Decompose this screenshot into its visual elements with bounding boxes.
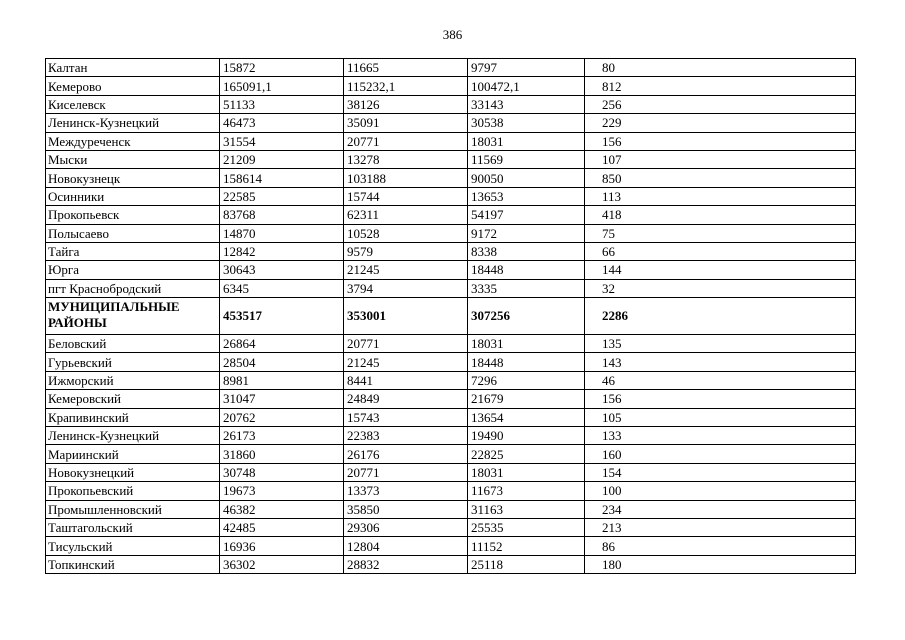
value-cell-1: 83768 xyxy=(220,206,344,224)
value-cell-1: 14870 xyxy=(220,224,344,242)
value-cell-3: 7296 xyxy=(468,371,585,389)
row-name-cell: Ленинск-Кузнецкий xyxy=(46,427,220,445)
row-name-cell: Прокопьевск xyxy=(46,206,220,224)
table-row xyxy=(46,279,856,297)
value-cell-1: 12842 xyxy=(220,242,344,260)
table-row xyxy=(46,187,856,205)
row-name-cell: Калтан xyxy=(46,59,220,77)
value-cell-4: 213 xyxy=(585,518,856,536)
row-name-cell: МУНИЦИПАЛЬНЫЕ РАЙОНЫ xyxy=(46,298,220,335)
row-name-cell: Киселевск xyxy=(46,95,220,113)
table-row xyxy=(46,169,856,187)
row-name-cell: Кемерово xyxy=(46,77,220,95)
value-cell-3: 22825 xyxy=(468,445,585,463)
table-row xyxy=(46,353,856,371)
value-cell-4: 107 xyxy=(585,150,856,168)
value-cell-1: 31554 xyxy=(220,132,344,150)
value-cell-4: 234 xyxy=(585,500,856,518)
row-name-cell: Осинники xyxy=(46,187,220,205)
table-row xyxy=(46,224,856,242)
table-row xyxy=(46,77,856,95)
row-name-cell: Междуреченск xyxy=(46,132,220,150)
value-cell-4: 143 xyxy=(585,353,856,371)
value-cell-2: 12804 xyxy=(344,537,468,555)
value-cell-1: 8981 xyxy=(220,371,344,389)
value-cell-2: 26176 xyxy=(344,445,468,463)
value-cell-1: 42485 xyxy=(220,518,344,536)
value-cell-4: 144 xyxy=(585,261,856,279)
value-cell-2: 38126 xyxy=(344,95,468,113)
value-cell-3: 18448 xyxy=(468,261,585,279)
value-cell-1: 36302 xyxy=(220,555,344,573)
value-cell-1: 16936 xyxy=(220,537,344,555)
value-cell-1: 26173 xyxy=(220,427,344,445)
value-cell-1: 20762 xyxy=(220,408,344,426)
value-cell-4: 2286 xyxy=(585,298,856,335)
value-cell-4: 66 xyxy=(585,242,856,260)
value-cell-4: 133 xyxy=(585,427,856,445)
value-cell-3: 18448 xyxy=(468,353,585,371)
value-cell-3: 30538 xyxy=(468,114,585,132)
row-name-cell: Ленинск-Кузнецкий xyxy=(46,114,220,132)
value-cell-4: 850 xyxy=(585,169,856,187)
row-name-cell: Прокопьевский xyxy=(46,482,220,500)
row-name-cell: Промышленновский xyxy=(46,500,220,518)
value-cell-4: 180 xyxy=(585,555,856,573)
value-cell-1: 30748 xyxy=(220,463,344,481)
value-cell-4: 105 xyxy=(585,408,856,426)
value-cell-4: 812 xyxy=(585,77,856,95)
row-name-cell: пгт Краснобродский xyxy=(46,279,220,297)
value-cell-3: 18031 xyxy=(468,463,585,481)
value-cell-4: 156 xyxy=(585,132,856,150)
table-row xyxy=(46,150,856,168)
table-row xyxy=(46,500,856,518)
table-row xyxy=(46,242,856,260)
value-cell-1: 46473 xyxy=(220,114,344,132)
value-cell-1: 158614 xyxy=(220,169,344,187)
table-row xyxy=(46,371,856,389)
table-row xyxy=(46,95,856,113)
value-cell-3: 307256 xyxy=(468,298,585,335)
table-row xyxy=(46,427,856,445)
value-cell-4: 135 xyxy=(585,335,856,353)
row-name-cell: Беловский xyxy=(46,335,220,353)
table-row xyxy=(46,482,856,500)
table-row xyxy=(46,463,856,481)
value-cell-3: 18031 xyxy=(468,132,585,150)
value-cell-3: 8338 xyxy=(468,242,585,260)
page-number: 386 xyxy=(442,27,463,42)
row-name-cell: Новокузнецк xyxy=(46,169,220,187)
value-cell-4: 160 xyxy=(585,445,856,463)
value-cell-2: 20771 xyxy=(344,132,468,150)
row-name-cell: Мариинский xyxy=(46,445,220,463)
value-cell-2: 10528 xyxy=(344,224,468,242)
row-name-cell: Новокузнецкий xyxy=(46,463,220,481)
value-cell-3: 25118 xyxy=(468,555,585,573)
value-cell-2: 15744 xyxy=(344,187,468,205)
value-cell-4: 100 xyxy=(585,482,856,500)
value-cell-1: 22585 xyxy=(220,187,344,205)
row-name-cell: Гурьевский xyxy=(46,353,220,371)
value-cell-3: 11673 xyxy=(468,482,585,500)
table-row xyxy=(46,518,856,536)
value-cell-3: 21679 xyxy=(468,390,585,408)
table-row xyxy=(46,298,856,335)
value-cell-2: 13278 xyxy=(344,150,468,168)
value-cell-2: 9579 xyxy=(344,242,468,260)
value-cell-3: 9172 xyxy=(468,224,585,242)
value-cell-2: 353001 xyxy=(344,298,468,335)
value-cell-2: 115232,1 xyxy=(344,77,468,95)
value-cell-1: 6345 xyxy=(220,279,344,297)
value-cell-3: 13653 xyxy=(468,187,585,205)
value-cell-2: 3794 xyxy=(344,279,468,297)
value-cell-1: 19673 xyxy=(220,482,344,500)
value-cell-4: 418 xyxy=(585,206,856,224)
value-cell-4: 75 xyxy=(585,224,856,242)
value-cell-1: 165091,1 xyxy=(220,77,344,95)
table-row xyxy=(46,114,856,132)
row-name-cell: Тайга xyxy=(46,242,220,260)
row-name-cell: Мыски xyxy=(46,150,220,168)
value-cell-1: 30643 xyxy=(220,261,344,279)
value-cell-3: 19490 xyxy=(468,427,585,445)
value-cell-2: 13373 xyxy=(344,482,468,500)
table-row xyxy=(46,132,856,150)
value-cell-3: 33143 xyxy=(468,95,585,113)
table-row xyxy=(46,335,856,353)
row-name-cell: Юрга xyxy=(46,261,220,279)
value-cell-4: 154 xyxy=(585,463,856,481)
value-cell-2: 22383 xyxy=(344,427,468,445)
value-cell-4: 156 xyxy=(585,390,856,408)
value-cell-3: 54197 xyxy=(468,206,585,224)
value-cell-2: 29306 xyxy=(344,518,468,536)
value-cell-4: 86 xyxy=(585,537,856,555)
value-cell-4: 32 xyxy=(585,279,856,297)
row-name-cell: Полысаево xyxy=(46,224,220,242)
value-cell-1: 51133 xyxy=(220,95,344,113)
row-name-cell: Топкинский xyxy=(46,555,220,573)
value-cell-2: 21245 xyxy=(344,353,468,371)
value-cell-2: 35850 xyxy=(344,500,468,518)
row-name-cell: Таштагольский xyxy=(46,518,220,536)
value-cell-2: 28832 xyxy=(344,555,468,573)
value-cell-4: 256 xyxy=(585,95,856,113)
value-cell-2: 21245 xyxy=(344,261,468,279)
table-row xyxy=(46,537,856,555)
row-name-cell: Тисульский xyxy=(46,537,220,555)
value-cell-3: 25535 xyxy=(468,518,585,536)
value-cell-3: 11569 xyxy=(468,150,585,168)
value-cell-2: 20771 xyxy=(344,335,468,353)
value-cell-1: 26864 xyxy=(220,335,344,353)
table-body xyxy=(46,59,856,574)
value-cell-1: 15872 xyxy=(220,59,344,77)
value-cell-3: 90050 xyxy=(468,169,585,187)
value-cell-2: 20771 xyxy=(344,463,468,481)
value-cell-3: 18031 xyxy=(468,335,585,353)
table-row xyxy=(46,59,856,77)
value-cell-1: 21209 xyxy=(220,150,344,168)
value-cell-1: 28504 xyxy=(220,353,344,371)
statistics-table xyxy=(45,58,856,574)
value-cell-3: 100472,1 xyxy=(468,77,585,95)
value-cell-2: 103188 xyxy=(344,169,468,187)
value-cell-3: 9797 xyxy=(468,59,585,77)
value-cell-3: 31163 xyxy=(468,500,585,518)
table-row xyxy=(46,261,856,279)
value-cell-2: 15743 xyxy=(344,408,468,426)
table-row xyxy=(46,555,856,573)
value-cell-2: 62311 xyxy=(344,206,468,224)
row-name-cell: Кемеровский xyxy=(46,390,220,408)
value-cell-4: 46 xyxy=(585,371,856,389)
value-cell-3: 11152 xyxy=(468,537,585,555)
value-cell-2: 35091 xyxy=(344,114,468,132)
table-row xyxy=(46,445,856,463)
value-cell-3: 3335 xyxy=(468,279,585,297)
value-cell-2: 8441 xyxy=(344,371,468,389)
table-row xyxy=(46,206,856,224)
value-cell-2: 11665 xyxy=(344,59,468,77)
value-cell-1: 453517 xyxy=(220,298,344,335)
value-cell-2: 24849 xyxy=(344,390,468,408)
value-cell-3: 13654 xyxy=(468,408,585,426)
value-cell-4: 113 xyxy=(585,187,856,205)
value-cell-4: 229 xyxy=(585,114,856,132)
value-cell-1: 46382 xyxy=(220,500,344,518)
row-name-cell: Крапивинский xyxy=(46,408,220,426)
row-name-cell: Ижморский xyxy=(46,371,220,389)
table-row xyxy=(46,390,856,408)
value-cell-1: 31047 xyxy=(220,390,344,408)
value-cell-1: 31860 xyxy=(220,445,344,463)
value-cell-4: 80 xyxy=(585,59,856,77)
table-row xyxy=(46,408,856,426)
